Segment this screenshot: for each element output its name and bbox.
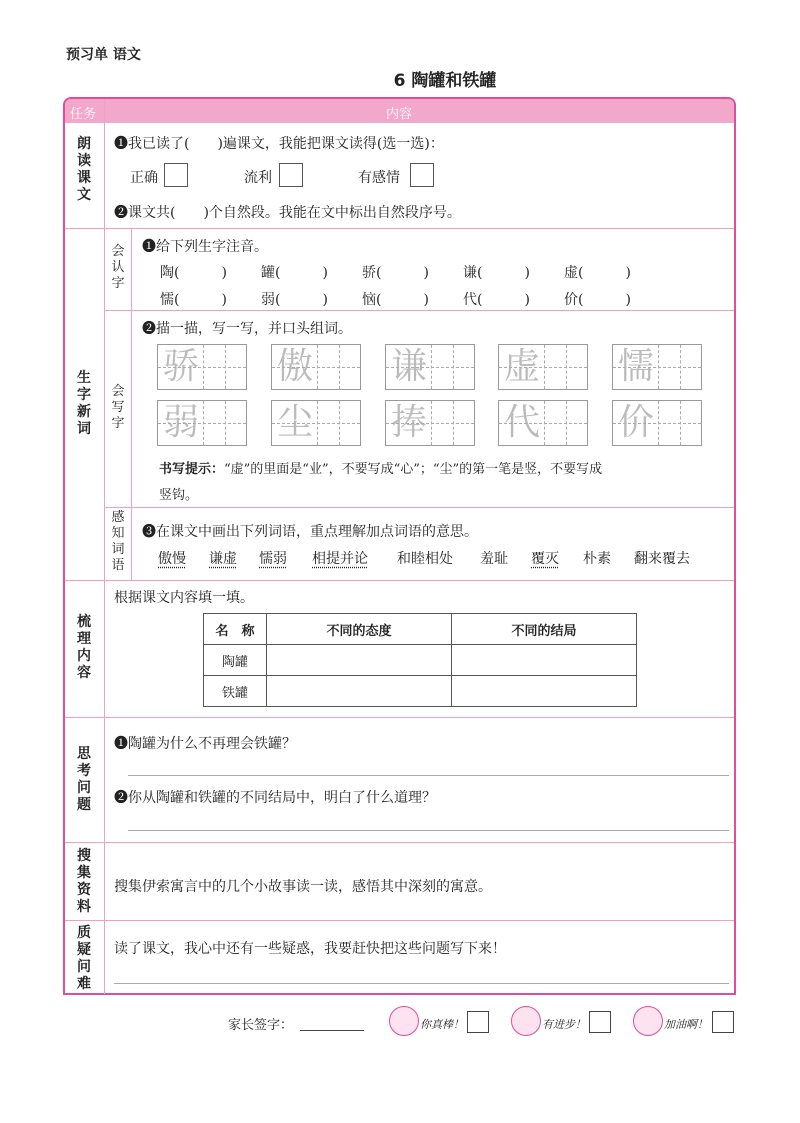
pinyin-question: ❶给下列生字注音。 xyxy=(142,239,268,255)
badge-checkbox[interactable] xyxy=(712,1011,734,1033)
badge-label: 你真棒！ xyxy=(420,1018,464,1031)
writing-tip-cont: 竖钩。 xyxy=(159,488,199,503)
row-divider xyxy=(65,717,734,718)
section-label-summary: 梳理内容 xyxy=(77,614,91,681)
section-label-reading: 朗读课文 xyxy=(77,136,91,203)
word-item: 谦虚 xyxy=(209,551,237,567)
writing-grid[interactable]: 谦 xyxy=(385,344,475,390)
badge-checkbox[interactable] xyxy=(467,1011,489,1033)
question-text: 读了课文，我心中还有一些疑惑，我要赶快把这些问题写下来！ xyxy=(114,941,506,957)
sub-label-perceive: 感知词语 xyxy=(111,510,125,573)
option-checkbox[interactable] xyxy=(279,163,303,187)
option-label: 正确 xyxy=(130,170,158,186)
row-divider xyxy=(65,580,734,581)
section-label-collect: 搜集资料 xyxy=(77,848,91,915)
parent-sign-label: 家长签字： xyxy=(228,1018,294,1033)
answer-line[interactable] xyxy=(128,830,729,831)
section-label-new-chars: 生字新词 xyxy=(77,370,91,437)
word-item: 翻来覆去 xyxy=(634,551,690,567)
word-item: 羞耻 xyxy=(480,551,508,567)
option-label: 流利 xyxy=(244,170,272,186)
pinyin-item: 谦( ) xyxy=(463,265,530,281)
badge-checkbox[interactable] xyxy=(589,1011,611,1033)
lesson-title: 6 陶罐和铁罐 xyxy=(393,71,497,91)
writing-grid[interactable]: 价 xyxy=(612,400,702,446)
summary-col-header: 不同的结局 xyxy=(452,614,637,645)
badge-label: 加油啊！ xyxy=(664,1018,708,1031)
thinking-question-2: ❷你从陶罐和铁罐的不同结局中，明白了什么道理？ xyxy=(114,790,436,806)
option-checkbox[interactable] xyxy=(164,163,188,187)
word-item: 相提并论 xyxy=(312,551,368,567)
writing-grid[interactable]: 代 xyxy=(498,400,588,446)
thinking-question-1: ❶陶罐为什么不再理会铁罐？ xyxy=(114,736,296,752)
summary-cell[interactable] xyxy=(452,676,637,707)
pinyin-item: 骄( ) xyxy=(362,265,429,281)
worksheet-frame xyxy=(63,97,736,995)
writing-grid[interactable]: 虚 xyxy=(498,344,588,390)
header-subject: 预习单 语文 xyxy=(66,47,141,63)
word-item: 懦弱 xyxy=(259,551,287,567)
option-label: 有感情 xyxy=(358,170,400,186)
writing-grid[interactable]: 骄 xyxy=(157,344,247,390)
writing-grid[interactable]: 弱 xyxy=(157,400,247,446)
word-item: 覆灭 xyxy=(531,551,559,567)
reading-question-1: ❶我已读了( )遍课文，我能把课文读得(选一选)： xyxy=(114,136,444,152)
subcolumn-divider xyxy=(131,228,132,580)
row-divider xyxy=(104,310,734,311)
badge-label: 有进步！ xyxy=(542,1018,586,1031)
pinyin-item: 罐( ) xyxy=(261,265,328,281)
column-divider xyxy=(104,99,105,994)
sub-label-write: 会写字 xyxy=(111,384,125,431)
row-divider xyxy=(65,920,734,921)
row-divider xyxy=(65,842,734,843)
writing-grid[interactable]: 傲 xyxy=(271,344,361,390)
pinyin-item: 懦( ) xyxy=(160,292,227,308)
section-label-thinking: 思考问题 xyxy=(77,746,91,813)
pinyin-item: 恼( ) xyxy=(362,292,429,308)
parent-sign-line[interactable] xyxy=(300,1030,364,1031)
writing-question: ❷描一描，写一写，并口头组词。 xyxy=(142,321,352,337)
smiley-stamp-icon xyxy=(633,1006,663,1036)
pinyin-item: 代( ) xyxy=(463,292,530,308)
answer-line[interactable] xyxy=(128,775,729,776)
writing-grid[interactable]: 尘 xyxy=(271,400,361,446)
word-item: 朴素 xyxy=(583,551,611,567)
summary-col-header: 名 称 xyxy=(204,614,267,645)
summary-row-label: 铁罐 xyxy=(204,676,267,707)
summary-intro: 根据课文内容填一填。 xyxy=(114,590,254,606)
writing-grid[interactable]: 懦 xyxy=(612,344,702,390)
summary-cell[interactable] xyxy=(452,645,637,676)
option-checkbox[interactable] xyxy=(410,163,434,187)
row-divider xyxy=(65,228,734,229)
words-question: ❸在课文中画出下列词语，重点理解加点词语的意思。 xyxy=(142,524,478,540)
summary-row-label: 陶罐 xyxy=(204,645,267,676)
summary-table xyxy=(203,613,637,707)
collect-text: 搜集伊索寓言中的几个小故事读一读，感悟其中深刻的寓意。 xyxy=(114,879,492,895)
pinyin-item: 陶( ) xyxy=(160,265,227,281)
summary-cell[interactable] xyxy=(267,676,452,707)
summary-cell[interactable] xyxy=(267,645,452,676)
header-task: 任务 xyxy=(70,107,97,122)
pinyin-item: 弱( ) xyxy=(261,292,328,308)
row-divider xyxy=(104,507,734,508)
section-label-question: 质疑问难 xyxy=(77,925,91,992)
smiley-stamp-icon xyxy=(389,1006,419,1036)
smiley-stamp-icon xyxy=(511,1006,541,1036)
writing-grid[interactable]: 捧 xyxy=(385,400,475,446)
pinyin-item: 虚( ) xyxy=(564,265,631,281)
writing-tip: 书写提示：“虚”的里面是“业”，不要写成“心”；“尘”的第一笔是竖，不要写成 xyxy=(159,462,603,477)
word-item: 傲慢 xyxy=(158,551,186,567)
pinyin-item: 价( ) xyxy=(564,292,631,308)
sub-label-recognize: 会认字 xyxy=(111,244,125,291)
summary-col-header: 不同的态度 xyxy=(267,614,452,645)
answer-line[interactable] xyxy=(114,983,729,984)
word-item: 和睦相处 xyxy=(397,551,453,567)
header-content: 内容 xyxy=(386,107,413,122)
reading-question-2: ❷课文共( )个自然段。我能在文中标出自然段序号。 xyxy=(114,205,461,221)
